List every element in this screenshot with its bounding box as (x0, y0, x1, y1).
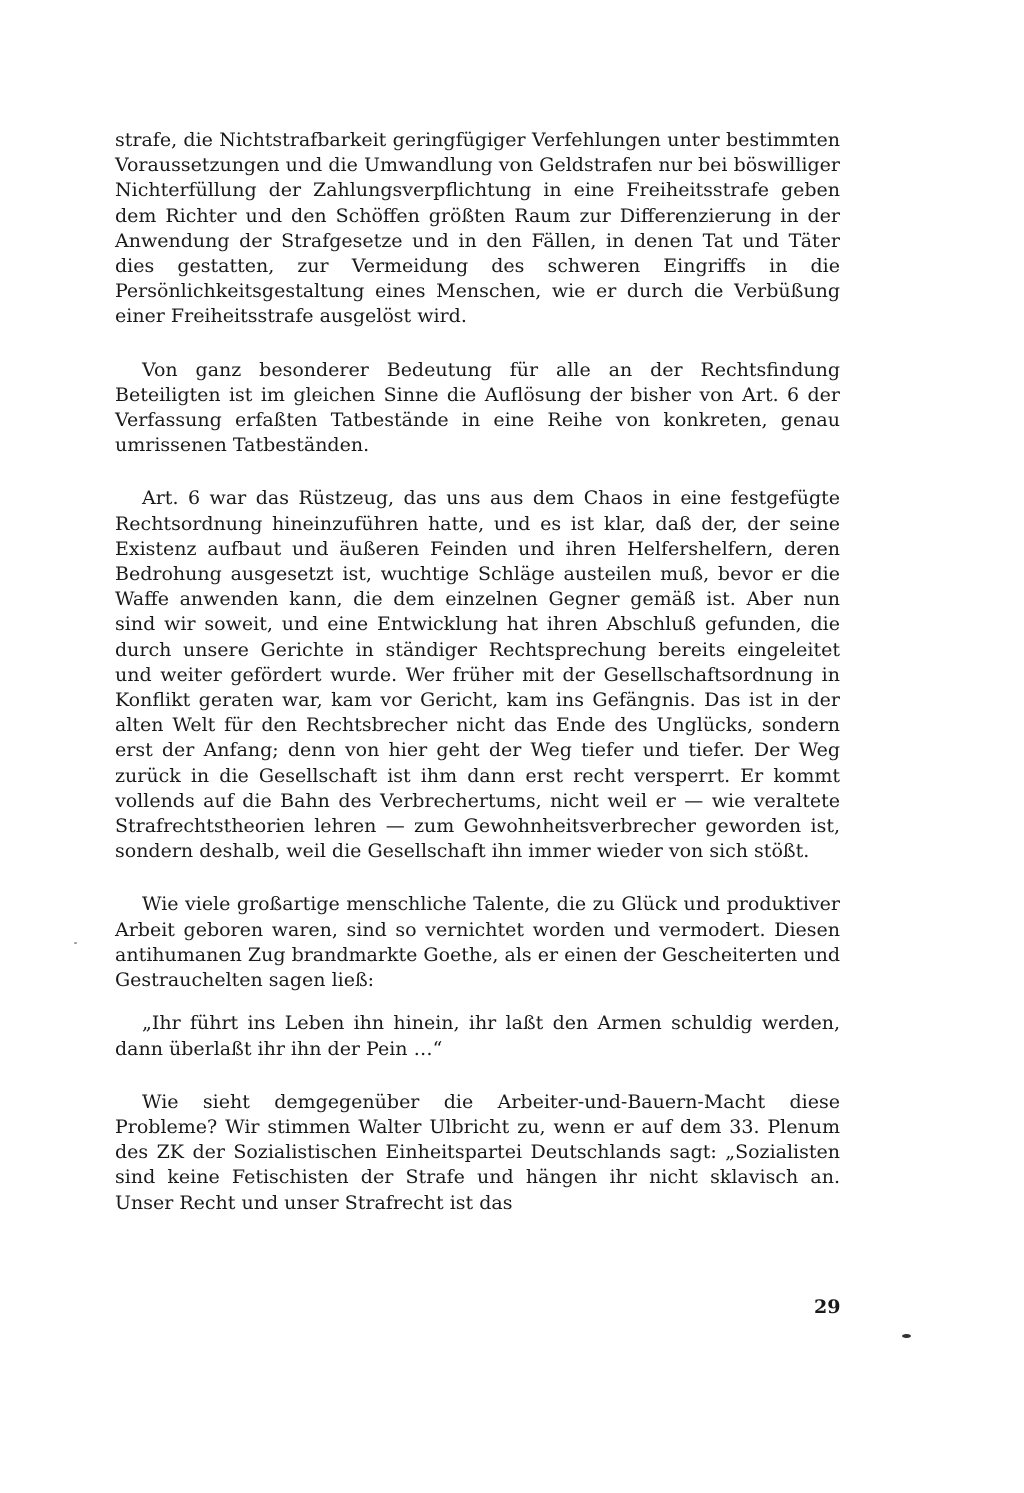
paragraph-art-6: Art. 6 war das Rüstzeug, das uns aus dem Chaos in eine festgefügte Rechtsordnung hineinzuführen hatte, und es ist klar, daß der, der seine Existenz aufbaut und äußeren Feinden und ihren Helfershelfern, deren Bedrohung ausgesetzt ist, wuchtige Schläge austeilen muß, bevor er die Waffe anwenden kann, die dem einzelnen Gegner gemäß ist. Aber nun sind wir soweit, und eine Entwicklung hat ihren Abschluß gefunden, die durch unsere Gerichte in ständiger Rechtsprechung bereits eingeleitet und weiter gefördert wurde. Wer früher mit der Gesellschaftsordnung in Konflikt geraten war, kam vor Gericht, kam ins Gefängnis. Das ist in der alten Welt für den Rechtsbrecher nicht das Ende des Unglücks, sondern erst der Anfang; denn von hier geht der Weg tiefer und tiefer. Der Weg zurück in die Gesellschaft ist ihm dann erst recht versperrt. Er kommt vollends auf die Bahn des Verbrechertums, nicht weil er — wie veraltete Strafrechtstheorien lehren — zum Gewohnheitsverbrecher geworden ist, sondern deshalb, weil die Gesellschaft ihn immer wieder von sich stößt. (115, 487, 840, 863)
paragraph-talente: Wie viele großartige menschliche Talente, die zu Glück und produktiver Arbeit geboren waren, sind so vernichtet worden und vermodert. Diesen antihumanen Zug brandmarkte Goethe, als er einen der Gescheiterten und Gestrauchelten sagen ließ: (115, 893, 840, 992)
page-number: 29 (814, 1296, 841, 1318)
paragraph-ulbricht: Wie sieht demgegenüber die Arbeiter-und-Bauern-Macht diese Probleme? Wir stimmen Walter Ulbricht zu, wenn er auf dem 33. Plenum des ZK der Sozialistischen Einheitspartei Deutschlands sagt: „Sozialisten sind keine Fetischisten der Strafe und hängen ihr nicht sklavisch an. Unser Recht und unser Strafrecht ist das (115, 1090, 840, 1214)
print-speck-mark (902, 1334, 911, 1338)
paragraph-continuation: strafe, die Nichtstrafbarkeit geringfügiger Verfehlungen unter bestimmten Voraussetzungen und die Umwandlung von Geldstrafen nur bei böswilliger Nichterfüllung der Zahlungsverpflichtung in eine Freiheitsstrafe geben dem Richter und den Schöffen größten Raum zur Differenzierung in der Anwendung der Strafgesetze und in den Fällen, in denen Tat und Täter dies gestatten, zur Vermeidung des schweren Eingriffs in die Persönlichkeitsgestaltung eines Menschen, wie er durch die Verbüßung einer Freiheitsstrafe ausgelöst wird. (115, 129, 840, 328)
goethe-quote: „Ihr führt ins Leben ihn hinein, ihr laßt den Armen schuldig werden, dann überlaßt ihr ihn der Pein …“ (115, 1012, 840, 1060)
paragraph-rechtsfindung: Von ganz besonderer Bedeutung für alle an der Rechtsfindung Beteiligten ist im gleichen Sinne die Auflösung der bisher von Art. 6 der Verfassung erfaßten Tatbestände in eine Reihe von konkreten, genau umrissenen Tatbeständen. (115, 358, 840, 457)
body-text (115, 128, 840, 1244)
print-speck-mark-small (74, 942, 77, 944)
